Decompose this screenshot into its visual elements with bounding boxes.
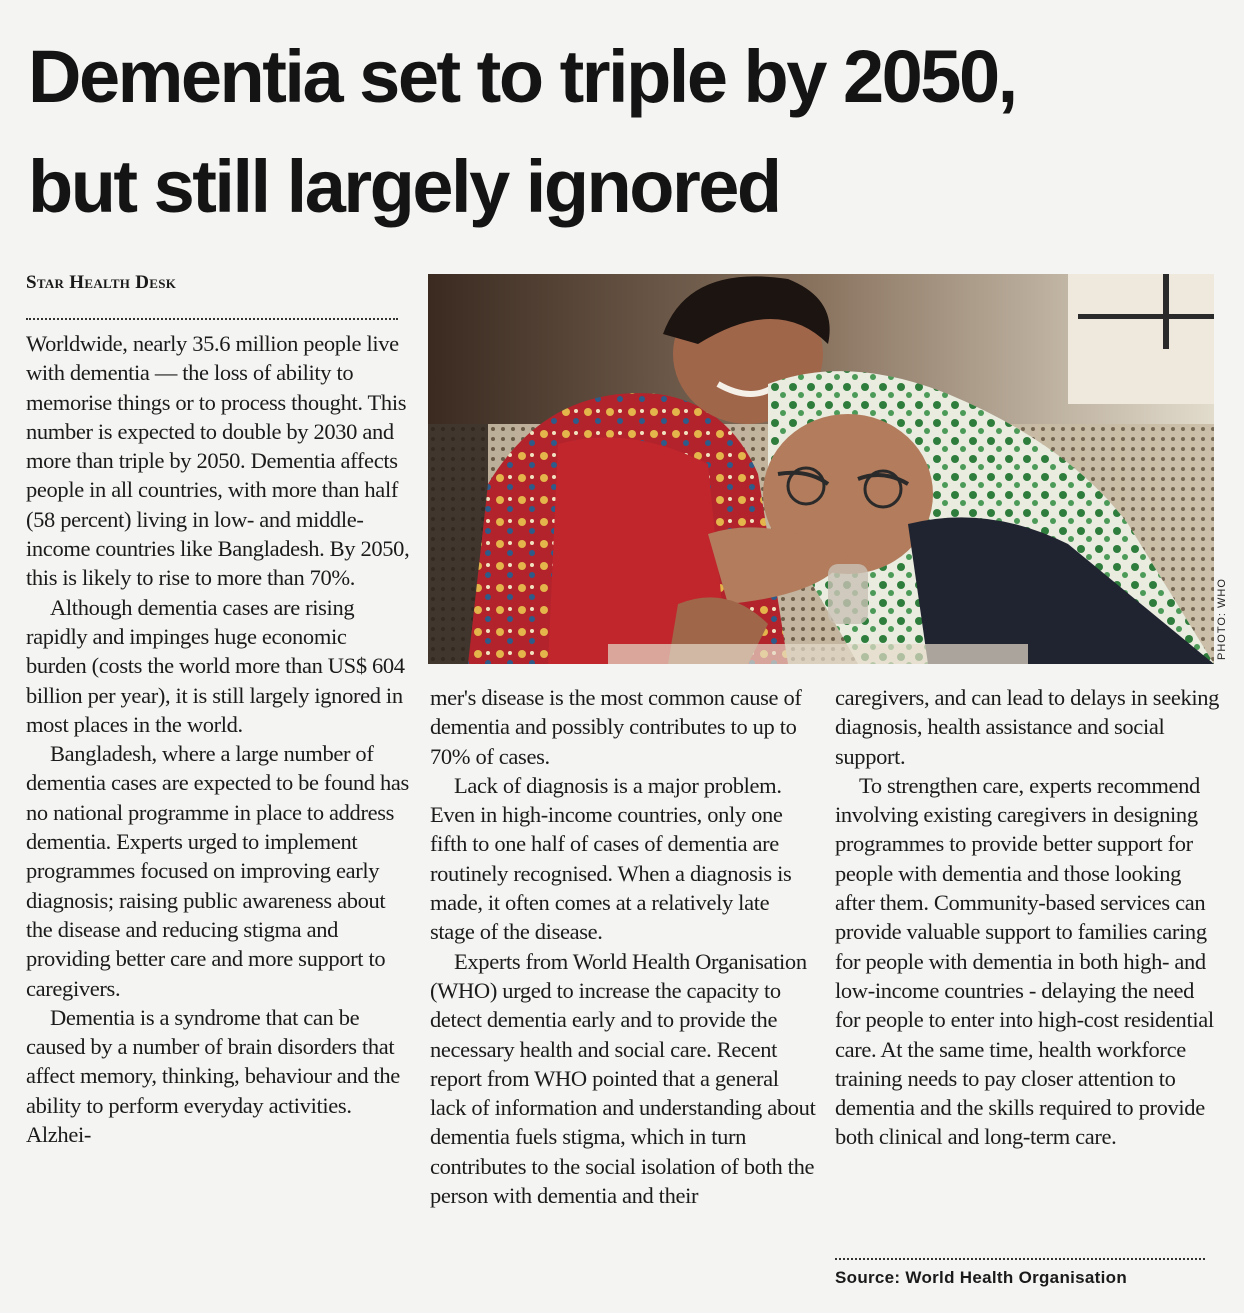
byline-divider — [26, 318, 398, 320]
headline-line-2: but still largely ignored — [28, 145, 780, 228]
paragraph: Worldwide, nearly 35.6 million people live with dementia — the loss of ability to memorise things or to process thought. This number is expected to double by 2030 and more than triple by 2050. Dementia affects people in all countries, with more than half (58 percent) living in low- and middle-income countries like Bangladesh. By 2050, this is likely to rise to more than 70%. — [26, 331, 410, 591]
headline-line-1: Dementia set to triple by 2050, — [28, 35, 1016, 118]
paragraph: caregivers, and can lead to delays in seeking diagnosis, health assistance and social support. — [835, 685, 1220, 769]
photo-illustration — [428, 274, 1214, 664]
byline: Star Health Desk — [26, 272, 177, 293]
column-3 — [835, 683, 1221, 1152]
paragraph: Lack of diagnosis is a major problem. Even in high-income countries, only one fifth to one half of cases of dementia are routinely recognised. When a diagnosis is made, it often comes at a relatively late stage of the disease. — [430, 772, 792, 945]
paragraph: Dementia is a syndrome that can be caused by a number of brain disorders that affect memory, thinking, behaviour and the ability to perform everyday activities. Alzhei- — [26, 1004, 400, 1148]
article-photo — [428, 274, 1214, 664]
column-2 — [430, 683, 816, 1210]
source-divider — [835, 1258, 1205, 1260]
source-note: Source: World Health Organisation — [835, 1268, 1128, 1287]
paragraph: Although dementia cases are rising rapidly and impinges huge economic burden (costs the world more than US$ 604 billion per year), it is still largely ignored in most places in the world. — [26, 594, 405, 737]
headline — [28, 22, 1228, 242]
paragraph: Experts from World Health Organisation (WHO) urged to increase the capacity to detect dementia early and to provide the necessary health and social care. Recent report from WHO pointed that a general lack of information and understanding about dementia fuels stigma, which in turn contributes to the social isolation of both the person with dementia and their — [430, 948, 816, 1209]
column-1 — [26, 329, 412, 1149]
paragraph: To strengthen care, experts recommend involving existing caregivers in designing programmes to provide better support for people with dementia and those looking after them. Community-based services can provide valuable support to families caring for people with dementia in both high- and low-income countries - delaying the need for people to enter into high-cost residential care. At the same time, health workforce training needs to pay closer attention to dementia and the skills required to provide both clinical and long-term care. — [835, 772, 1214, 1150]
photo-credit: PHOTO: WHO — [1216, 578, 1228, 660]
paragraph: Bangladesh, where a large number of dementia cases are expected to be found has no national programme in place to address dementia. Experts urged to implement programmes focused on improving early diagnosis; raising public awareness about the disease and reducing stigma and providing better care and more support to caregivers. — [26, 741, 409, 1001]
paragraph: mer's disease is the most common cause of dementia and possibly contributes to up to 70% of cases. — [430, 685, 802, 769]
